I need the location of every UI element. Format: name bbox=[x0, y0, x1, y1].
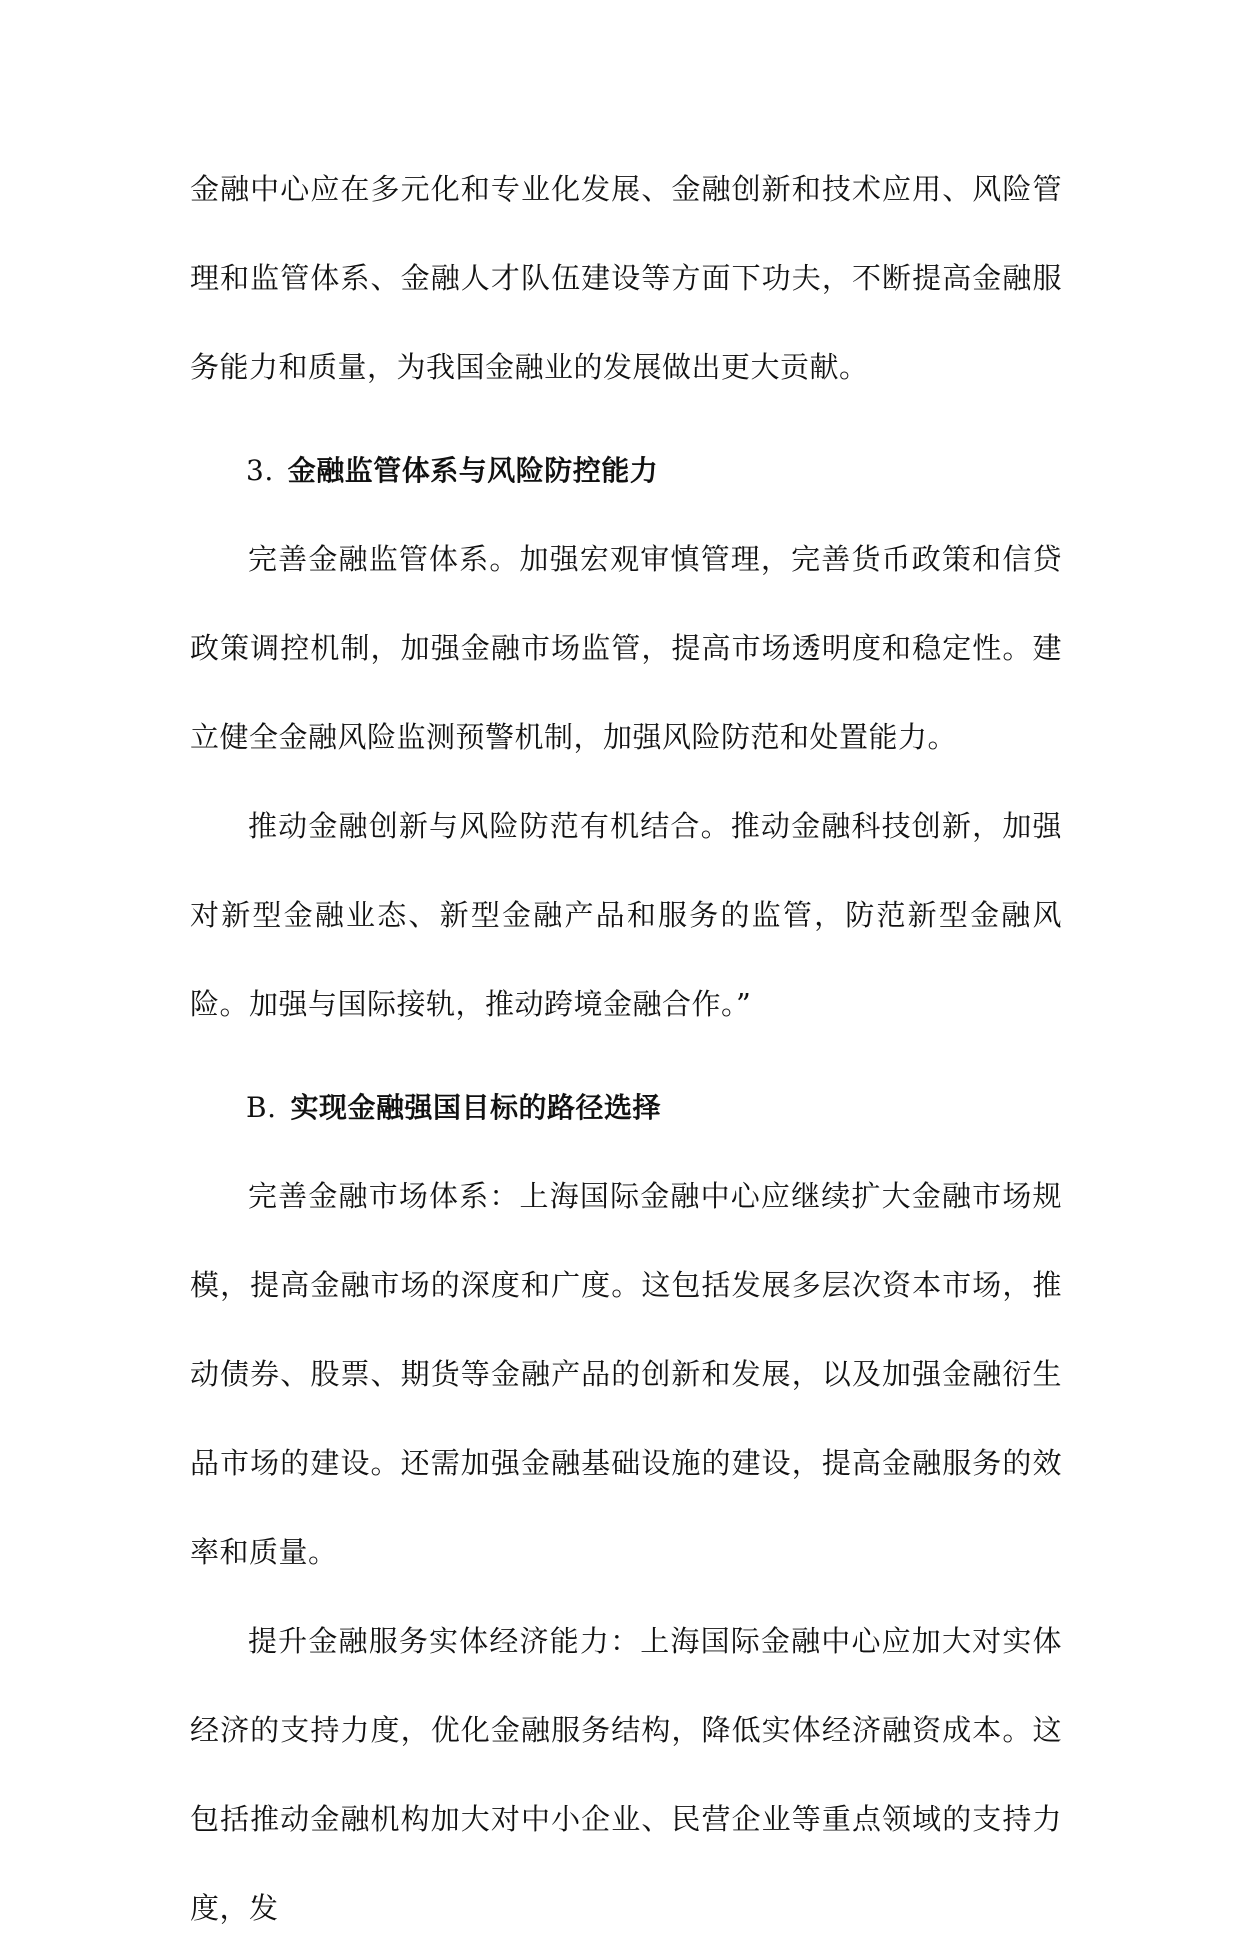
section-heading bbox=[190, 426, 1062, 515]
heading-text: 金融监管体系与风险防控能力 bbox=[287, 454, 659, 487]
body-paragraph: 金融中心应在多元化和专业化发展、金融创新和技术应用、风险管理和监管体系、金融人才队伍建设等方面下功夫，不断提高金融服务能力和质量，为我国金融业的发展做出更大贡献。 bbox=[190, 172, 1062, 384]
body-paragraph: 完善金融市场体系：上海国际金融中心应继续扩大金融市场规模，提高金融市场的深度和广度。这包括发展多层次资本市场，推动债券、股票、期货等金融产品的创新和发展，以及加强金融衍生品市场的建设。还需加强金融基础设施的建设，提高金融服务的效率和质量。 bbox=[190, 1179, 1062, 1569]
document-body bbox=[190, 145, 1062, 1953]
heading-text: 实现金融强国目标的路径选择 bbox=[290, 1091, 661, 1124]
section-gap bbox=[190, 412, 1062, 426]
body-paragraph: 推动金融创新与风险防范有机结合。推动金融科技创新，加强对新型金融业态、新型金融产品和服务的监管，防范新型金融风险。加强与国际接轨，推动跨境金融合作。” bbox=[190, 809, 1062, 1021]
section-heading bbox=[190, 1063, 1062, 1152]
heading-number: 3. bbox=[246, 454, 274, 487]
body-paragraph: 完善金融监管体系。加强宏观审慎管理，完善货币政策和信贷政策调控机制，加强金融市场监管，提高市场透明度和稳定性。建立健全金融风险监测预警机制，加强风险防范和处置能力。 bbox=[190, 542, 1062, 754]
body-paragraph: 提升金融服务实体经济能力：上海国际金融中心应加大对实体经济的支持力度，优化金融服务结构，降低实体经济融资成本。这包括推动金融机构加大对中小企业、民营企业等重点领域的支持力度，发 bbox=[190, 1624, 1062, 1925]
heading-number: B. bbox=[246, 1091, 277, 1124]
section-gap bbox=[190, 1049, 1062, 1063]
